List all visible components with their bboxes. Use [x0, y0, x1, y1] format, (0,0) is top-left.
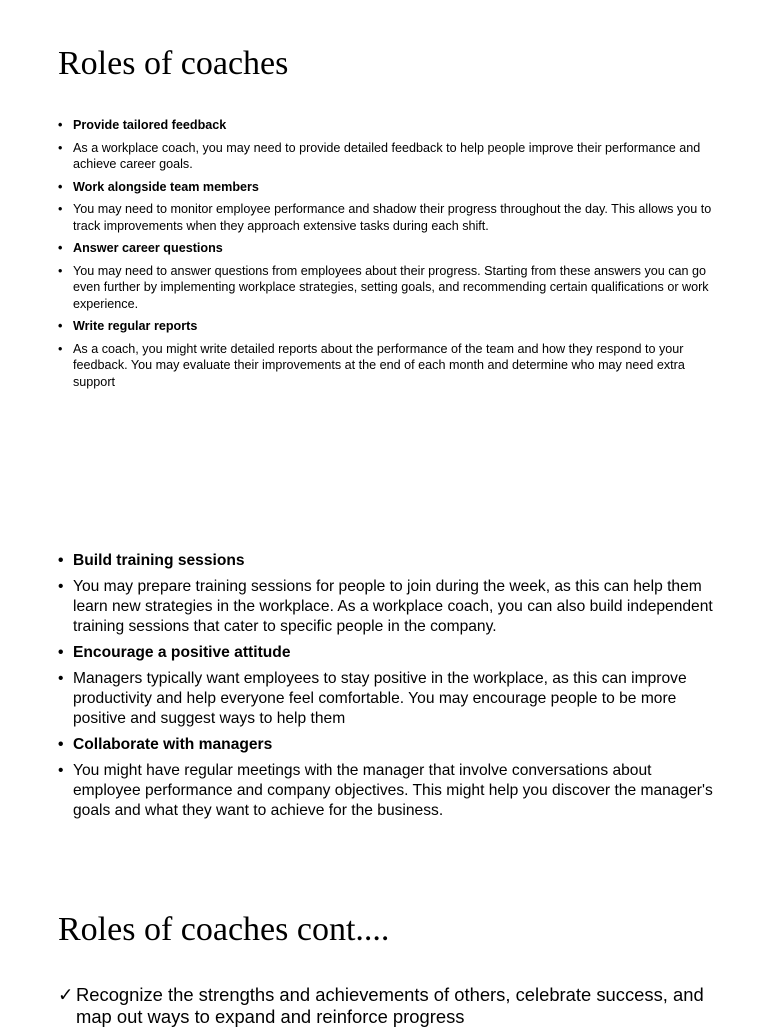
roles-bullet-list: [58, 117, 718, 396]
bullet-heading: • Answer career questions: [58, 240, 718, 257]
bullet-heading: • Encourage a positive attitude: [58, 643, 718, 663]
bullet-text: • You may need to monitor employee performance and shadow their progress throughout the day. This allows you to track improvements when they approach extensive tasks during each shift.: [58, 201, 718, 234]
bullet-text: • You may need to answer questions from employees about their progress. Starting from these answers you can go even further by implementing workplace strategies, setting goals, and recommending certain qualifications or work experience.: [58, 263, 718, 313]
slide-title-continued: Roles of coaches cont....: [58, 911, 390, 948]
slide-title: Roles of coaches: [58, 45, 289, 82]
bullet-text: • Managers typically want employees to stay positive in the workplace, as this can improve productivity and help everyone feel comfortable. You may encourage people to be more positive and suggest ways to help them: [58, 669, 718, 729]
check-list-item: [58, 984, 738, 1028]
bullet-heading: • Build training sessions: [58, 551, 718, 571]
bullet-heading: • Provide tailored feedback: [58, 117, 718, 134]
bullet-text: • You may prepare training sessions for people to join during the week, as this can help them learn new strategies in the workplace. As a workplace coach, you can also build independent training sessions that cater to specific people in the company.: [58, 577, 718, 637]
bullet-text: • You might have regular meetings with the manager that involve conversations about employee performance and company objectives. This might help you discover the manager's goals and what they want to achieve for the business.: [58, 761, 718, 821]
check-list-text: Recognize the strengths and achievements of others, celebrate success, and map out ways to expand and reinforce progress: [76, 984, 704, 1027]
bullet-heading: • Collaborate with managers: [58, 735, 718, 755]
roles-bullet-list-2: [58, 551, 718, 827]
bullet-heading: • Write regular reports: [58, 318, 718, 335]
bullet-text: • As a workplace coach, you may need to provide detailed feedback to help people improve their performance and achieve career goals.: [58, 140, 718, 173]
check-mark-icon: ✓: [58, 984, 74, 1005]
bullet-heading: • Work alongside team members: [58, 179, 718, 196]
bullet-text: • As a coach, you might write detailed reports about the performance of the team and how they respond to your feedback. You may evaluate their improvements at the end of each month and determine who may need extra support: [58, 341, 718, 391]
check-list: [58, 984, 738, 1028]
